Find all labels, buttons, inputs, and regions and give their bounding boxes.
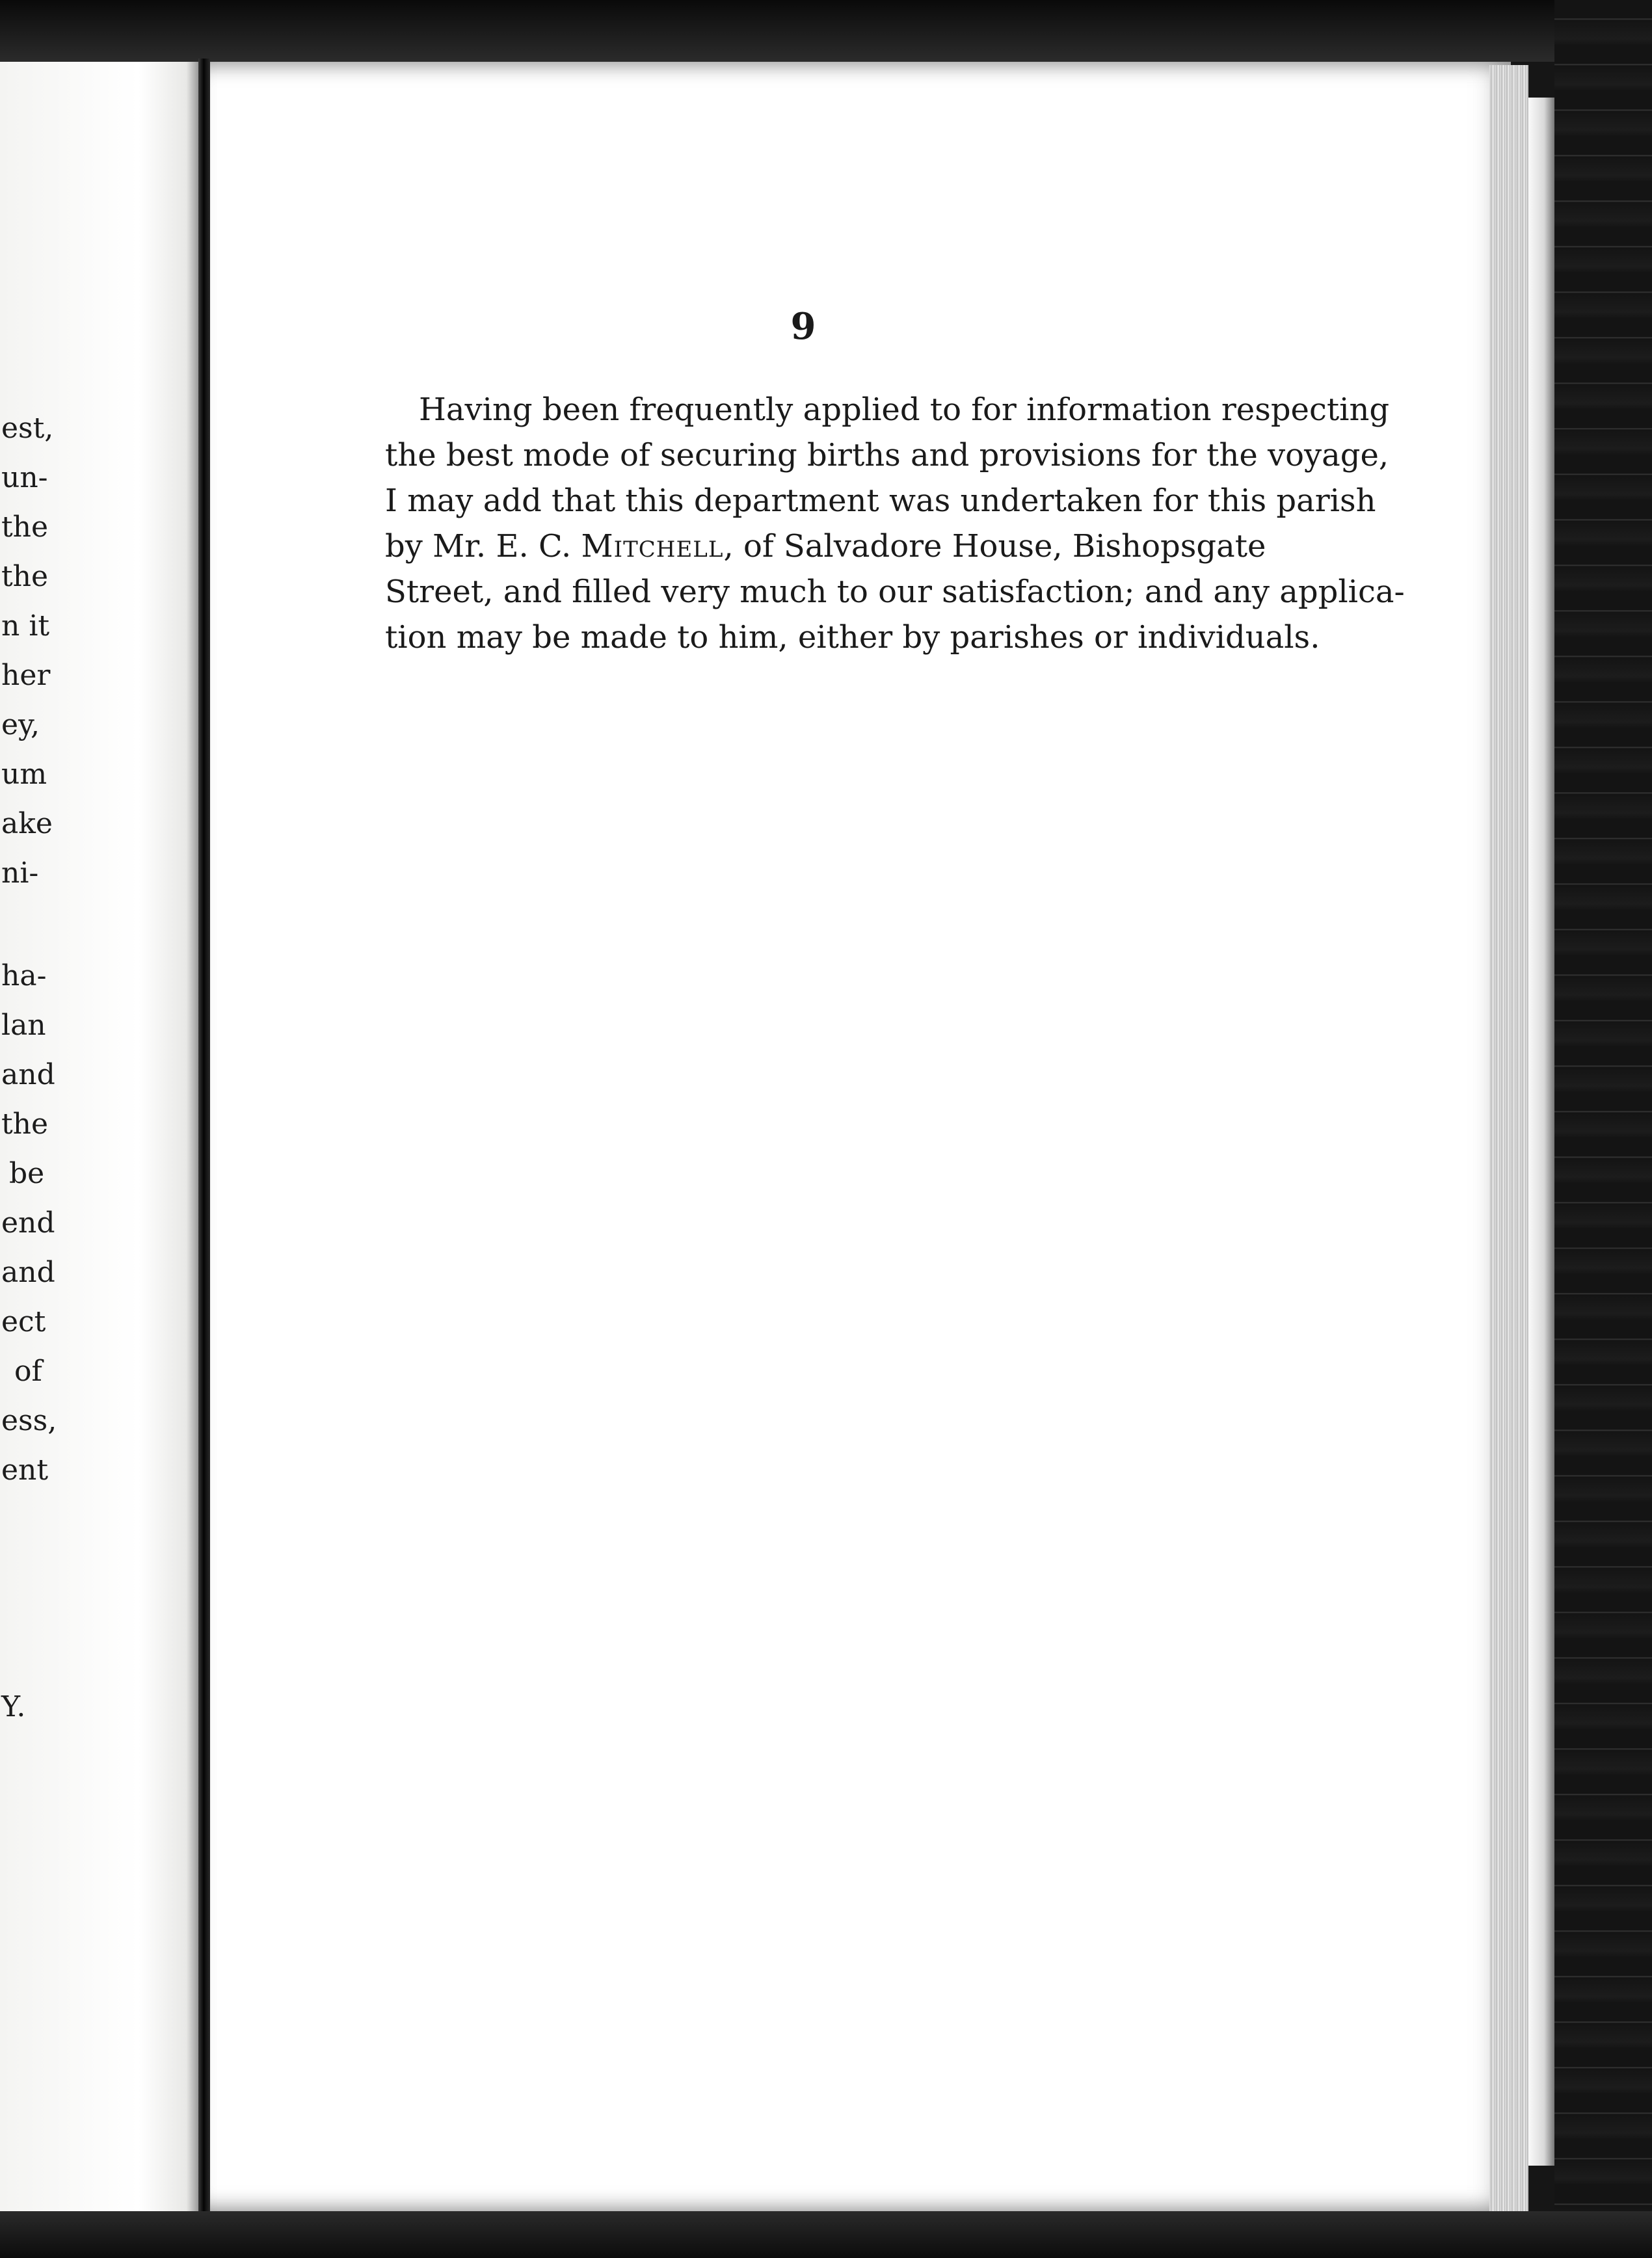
current-page bbox=[210, 62, 1511, 2211]
left-page-line: Y. bbox=[1, 1690, 26, 1723]
left-page-line: and bbox=[1, 1058, 55, 1091]
page-number: 9 bbox=[790, 305, 816, 348]
left-page-line: ess, bbox=[1, 1404, 57, 1437]
left-page-line: and bbox=[1, 1256, 55, 1289]
scan-bottom-border bbox=[0, 2211, 1652, 2258]
left-page-line: end bbox=[1, 1206, 55, 1240]
left-page-line: ake bbox=[1, 807, 53, 840]
paragraph-line: Having been frequently applied to for information respecting bbox=[419, 392, 1390, 428]
left-page-line: un- bbox=[1, 461, 48, 494]
scan-top-border bbox=[0, 0, 1652, 62]
left-page-line: of bbox=[14, 1355, 42, 1388]
book-gutter bbox=[198, 59, 210, 2218]
line-segment: by Mr. E. C. bbox=[385, 528, 581, 564]
left-page-line: ey, bbox=[1, 708, 40, 741]
left-page-line: ect bbox=[1, 1305, 46, 1338]
paragraph-line: tion may be made to him, either by parishes or individuals. bbox=[385, 619, 1320, 656]
paragraph-line: the best mode of securing births and provisions for the voyage, bbox=[385, 437, 1389, 473]
left-page-line: ha- bbox=[1, 959, 47, 992]
line-segment: , of Salvadore House, Bishopsgate bbox=[723, 528, 1266, 564]
left-page-line: um bbox=[1, 758, 47, 791]
left-page-line: be bbox=[9, 1157, 45, 1190]
previous-page bbox=[0, 62, 198, 2214]
left-page-line: lan bbox=[1, 1009, 46, 1042]
left-page-line: n it bbox=[1, 609, 50, 643]
book-edge-strip bbox=[1528, 98, 1554, 2166]
left-page-line: ent bbox=[1, 1454, 49, 1487]
left-page-line: the bbox=[1, 560, 49, 593]
paragraph-line: Street, and filled very much to our satisfaction; and any applica- bbox=[385, 574, 1405, 610]
left-page-line: est, bbox=[1, 412, 54, 445]
paragraph-line bbox=[385, 527, 1266, 566]
paragraph-line: I may add that this department was undertaken for this parish bbox=[385, 483, 1376, 519]
page-edges bbox=[1489, 65, 1528, 2211]
left-page-line: the bbox=[1, 1108, 49, 1141]
name-mitchell: Mitchell bbox=[581, 528, 724, 564]
left-page-line: her bbox=[1, 659, 51, 692]
left-page-line: the bbox=[1, 511, 49, 544]
left-page-line: ni- bbox=[1, 857, 39, 890]
